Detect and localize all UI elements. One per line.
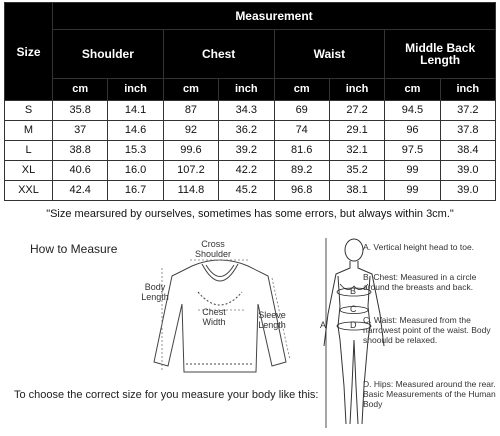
size-cell: XL <box>5 161 53 181</box>
table-cell: 45.2 <box>219 181 274 201</box>
unit-header: inch <box>219 79 274 101</box>
size-chart-table <box>4 2 496 201</box>
table-cell: 87 <box>163 101 218 121</box>
table-cell: 42.2 <box>219 161 274 181</box>
table-cell: 39.0 <box>440 161 495 181</box>
figure-label-a: A <box>320 320 327 330</box>
table-row <box>5 181 496 201</box>
table-cell: 39.0 <box>440 181 495 201</box>
instruction-text: To choose the correct size for you measure your body like this: <box>14 389 319 401</box>
unit-header: cm <box>385 79 440 101</box>
chest-width-label: Chest Width <box>202 307 226 327</box>
size-header: Size <box>5 3 53 101</box>
measure-item-b: B. Chest: Measured in a circle around the breasts and back. <box>363 272 477 293</box>
table-row <box>5 141 496 161</box>
table-cell: 38.1 <box>329 181 384 201</box>
unit-header: cm <box>274 79 329 101</box>
table-cell: 14.1 <box>108 101 163 121</box>
size-cell: L <box>5 141 53 161</box>
cross-shoulder-label: Cross Shoulder <box>194 239 232 259</box>
table-cell: 14.6 <box>108 121 163 141</box>
table-cell: 29.1 <box>329 121 384 141</box>
unit-header: inch <box>329 79 384 101</box>
table-cell: 35.2 <box>329 161 384 181</box>
table-cell: 97.5 <box>385 141 440 161</box>
measure-item-a: A. Vertical height head to toe. <box>363 242 475 252</box>
unit-header: cm <box>53 79 108 101</box>
table-cell: 16.0 <box>108 161 163 181</box>
measurement-note: "Size mearsured by ourselves, sometimes has some errors, but always within 3cm." <box>46 208 454 220</box>
table-cell: 38.4 <box>440 141 495 161</box>
table-cell: 96.8 <box>274 181 329 201</box>
table-cell: 37.2 <box>440 101 495 121</box>
measurement-header: Measurement <box>53 3 496 30</box>
unit-header: cm <box>163 79 218 101</box>
shoulder-header: Shoulder <box>53 30 164 79</box>
unit-header: inch <box>440 79 495 101</box>
unit-header: inch <box>108 79 163 101</box>
table-cell: 114.8 <box>163 181 218 201</box>
figure-label-b: B <box>350 286 357 296</box>
figure-label-c: C <box>350 304 357 314</box>
waist-header: Waist <box>274 30 385 79</box>
table-cell: 94.5 <box>385 101 440 121</box>
chest-header: Chest <box>163 30 274 79</box>
table-cell: 89.2 <box>274 161 329 181</box>
size-cell: XXL <box>5 181 53 201</box>
table-cell: 38.8 <box>53 141 108 161</box>
table-cell: 35.8 <box>53 101 108 121</box>
table-row <box>5 101 496 121</box>
table-cell: 36.2 <box>219 121 274 141</box>
size-cell: M <box>5 121 53 141</box>
table-cell: 39.2 <box>219 141 274 161</box>
table-cell: 37.8 <box>440 121 495 141</box>
table-cell: 32.1 <box>329 141 384 161</box>
table-row <box>5 121 496 141</box>
table-cell: 15.3 <box>108 141 163 161</box>
table-cell: 74 <box>274 121 329 141</box>
table-cell: 99 <box>385 161 440 181</box>
size-cell: S <box>5 101 53 121</box>
table-cell: 42.4 <box>53 181 108 201</box>
measure-item-c: C. Waist: Measured from the narrowest point of the waist. Body shoould be relaxed. <box>363 315 491 346</box>
table-cell: 99 <box>385 181 440 201</box>
figure-label-d: D <box>350 320 357 330</box>
middle-back-length-header: Middle Back Length <box>385 30 496 79</box>
table-cell: 37 <box>53 121 108 141</box>
table-cell: 92 <box>163 121 218 141</box>
how-to-measure-title: How to Measure <box>30 242 118 256</box>
sleeve-length-label: Sleeve Length <box>258 310 286 330</box>
table-cell: 99.6 <box>163 141 218 161</box>
measure-item-d: D. Hips: Measured around the rear. Basic Measurements of the Human Body <box>363 379 496 410</box>
table-cell: 40.6 <box>53 161 108 181</box>
table-cell: 107.2 <box>163 161 218 181</box>
table-cell: 96 <box>385 121 440 141</box>
table-cell: 34.3 <box>219 101 274 121</box>
body-length-label: Body Length <box>141 282 169 302</box>
table-cell: 69 <box>274 101 329 121</box>
table-cell: 81.6 <box>274 141 329 161</box>
table-cell: 16.7 <box>108 181 163 201</box>
table-cell: 27.2 <box>329 101 384 121</box>
table-row <box>5 161 496 181</box>
